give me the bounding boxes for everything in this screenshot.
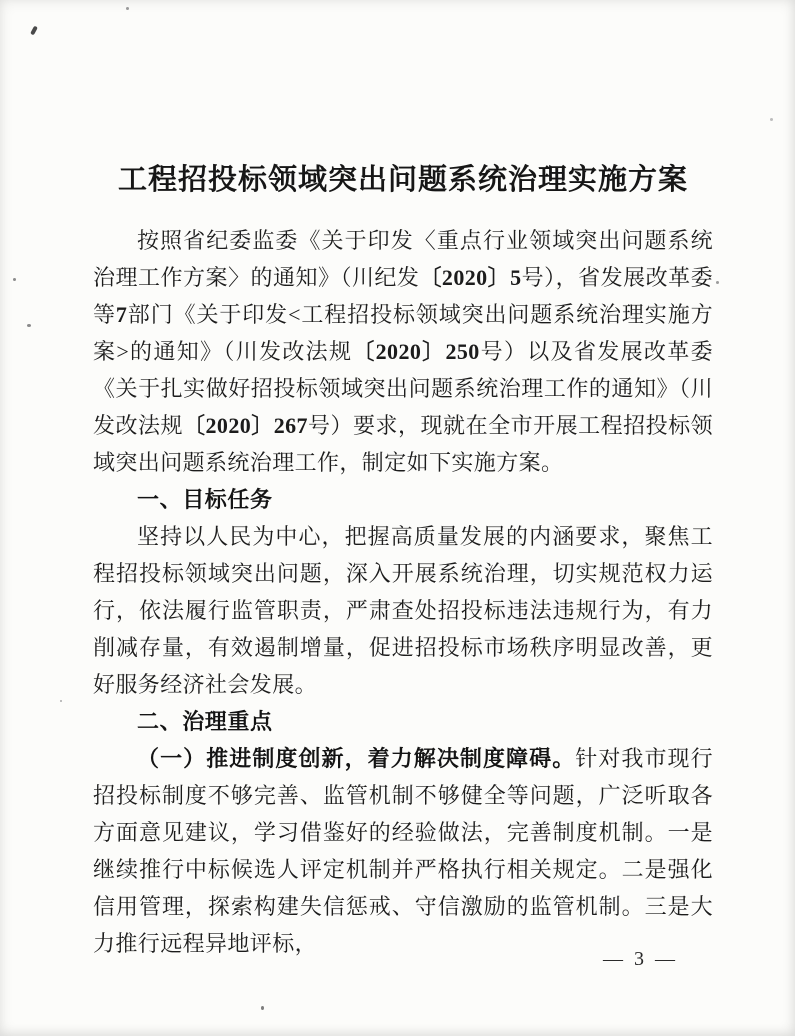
scan-speck	[27, 324, 31, 327]
scan-speck	[30, 26, 38, 36]
scan-speck	[770, 118, 773, 121]
intro-text-5: 号）要求，现就在全市开展工程招投标领域突出问题系统治理工作，制定如下实施方案。	[93, 413, 713, 475]
scan-speck	[716, 281, 719, 284]
doc-ref-number-1: 〔2020〕5	[419, 265, 522, 290]
section-1-body: 坚持以人民为中心，把握高质量发展的内涵要求，聚焦工程招投标领域突出问题，深入开展系统治理，切实规范权力运行，依法履行监管职责，严肃查处招投标违法违规行为，有力削减存量，有效遏制增量，促进招投标市场秩序明显改善，更好服务经济社会发展。	[93, 524, 713, 697]
intro-text-2: 号），省发展改革委等	[93, 265, 713, 327]
document-body	[93, 158, 713, 962]
scan-speck	[13, 278, 16, 281]
scan-speck	[126, 7, 129, 10]
intro-text-4: 号）以及省发展改革委《关于扎实做好招投标领域突出问题系统治理工作的通知》（川发改法规	[93, 339, 713, 438]
intro-text-3: 部门《关于印发<工程招投标领域突出问题系统治理实施方案>的通知》（川发改法规	[93, 302, 714, 364]
scan-speck	[261, 1006, 264, 1010]
section-2-item-1	[93, 740, 713, 962]
section-1-heading: 一、目标任务	[137, 487, 273, 512]
scan-speck	[60, 700, 62, 702]
intro-text-1: 按照省纪委监委《关于印发〈重点行业领域突出问题系统治理工作方案〉的通知》（川纪发	[93, 228, 713, 290]
page-number: — 3 —	[603, 948, 678, 970]
dept-count-number: 7	[115, 302, 128, 327]
doc-ref-number-2: 〔2020〕250	[352, 339, 480, 364]
item-1-lead: （一）推进制度创新，着力解决制度障碍。	[137, 746, 576, 771]
section-2-heading: 二、治理重点	[137, 709, 273, 734]
document-title: 工程招投标领域突出问题系统治理实施方案	[117, 164, 688, 196]
item-1-body: 针对我市现行招投标制度不够完善、监管机制不够健全等问题，广泛听取各方面意见建议，学习借鉴好的经验做法，完善制度机制。一是继续推行中标候选人评定机制并严格执行相关规定。二是强化信用管理，探索构建失信惩戒、守信激励的监管机制。三是大力推行远程异地评标，	[93, 746, 713, 956]
doc-ref-number-3: 〔2020〕267	[183, 413, 308, 438]
intro-paragraph	[93, 222, 713, 481]
